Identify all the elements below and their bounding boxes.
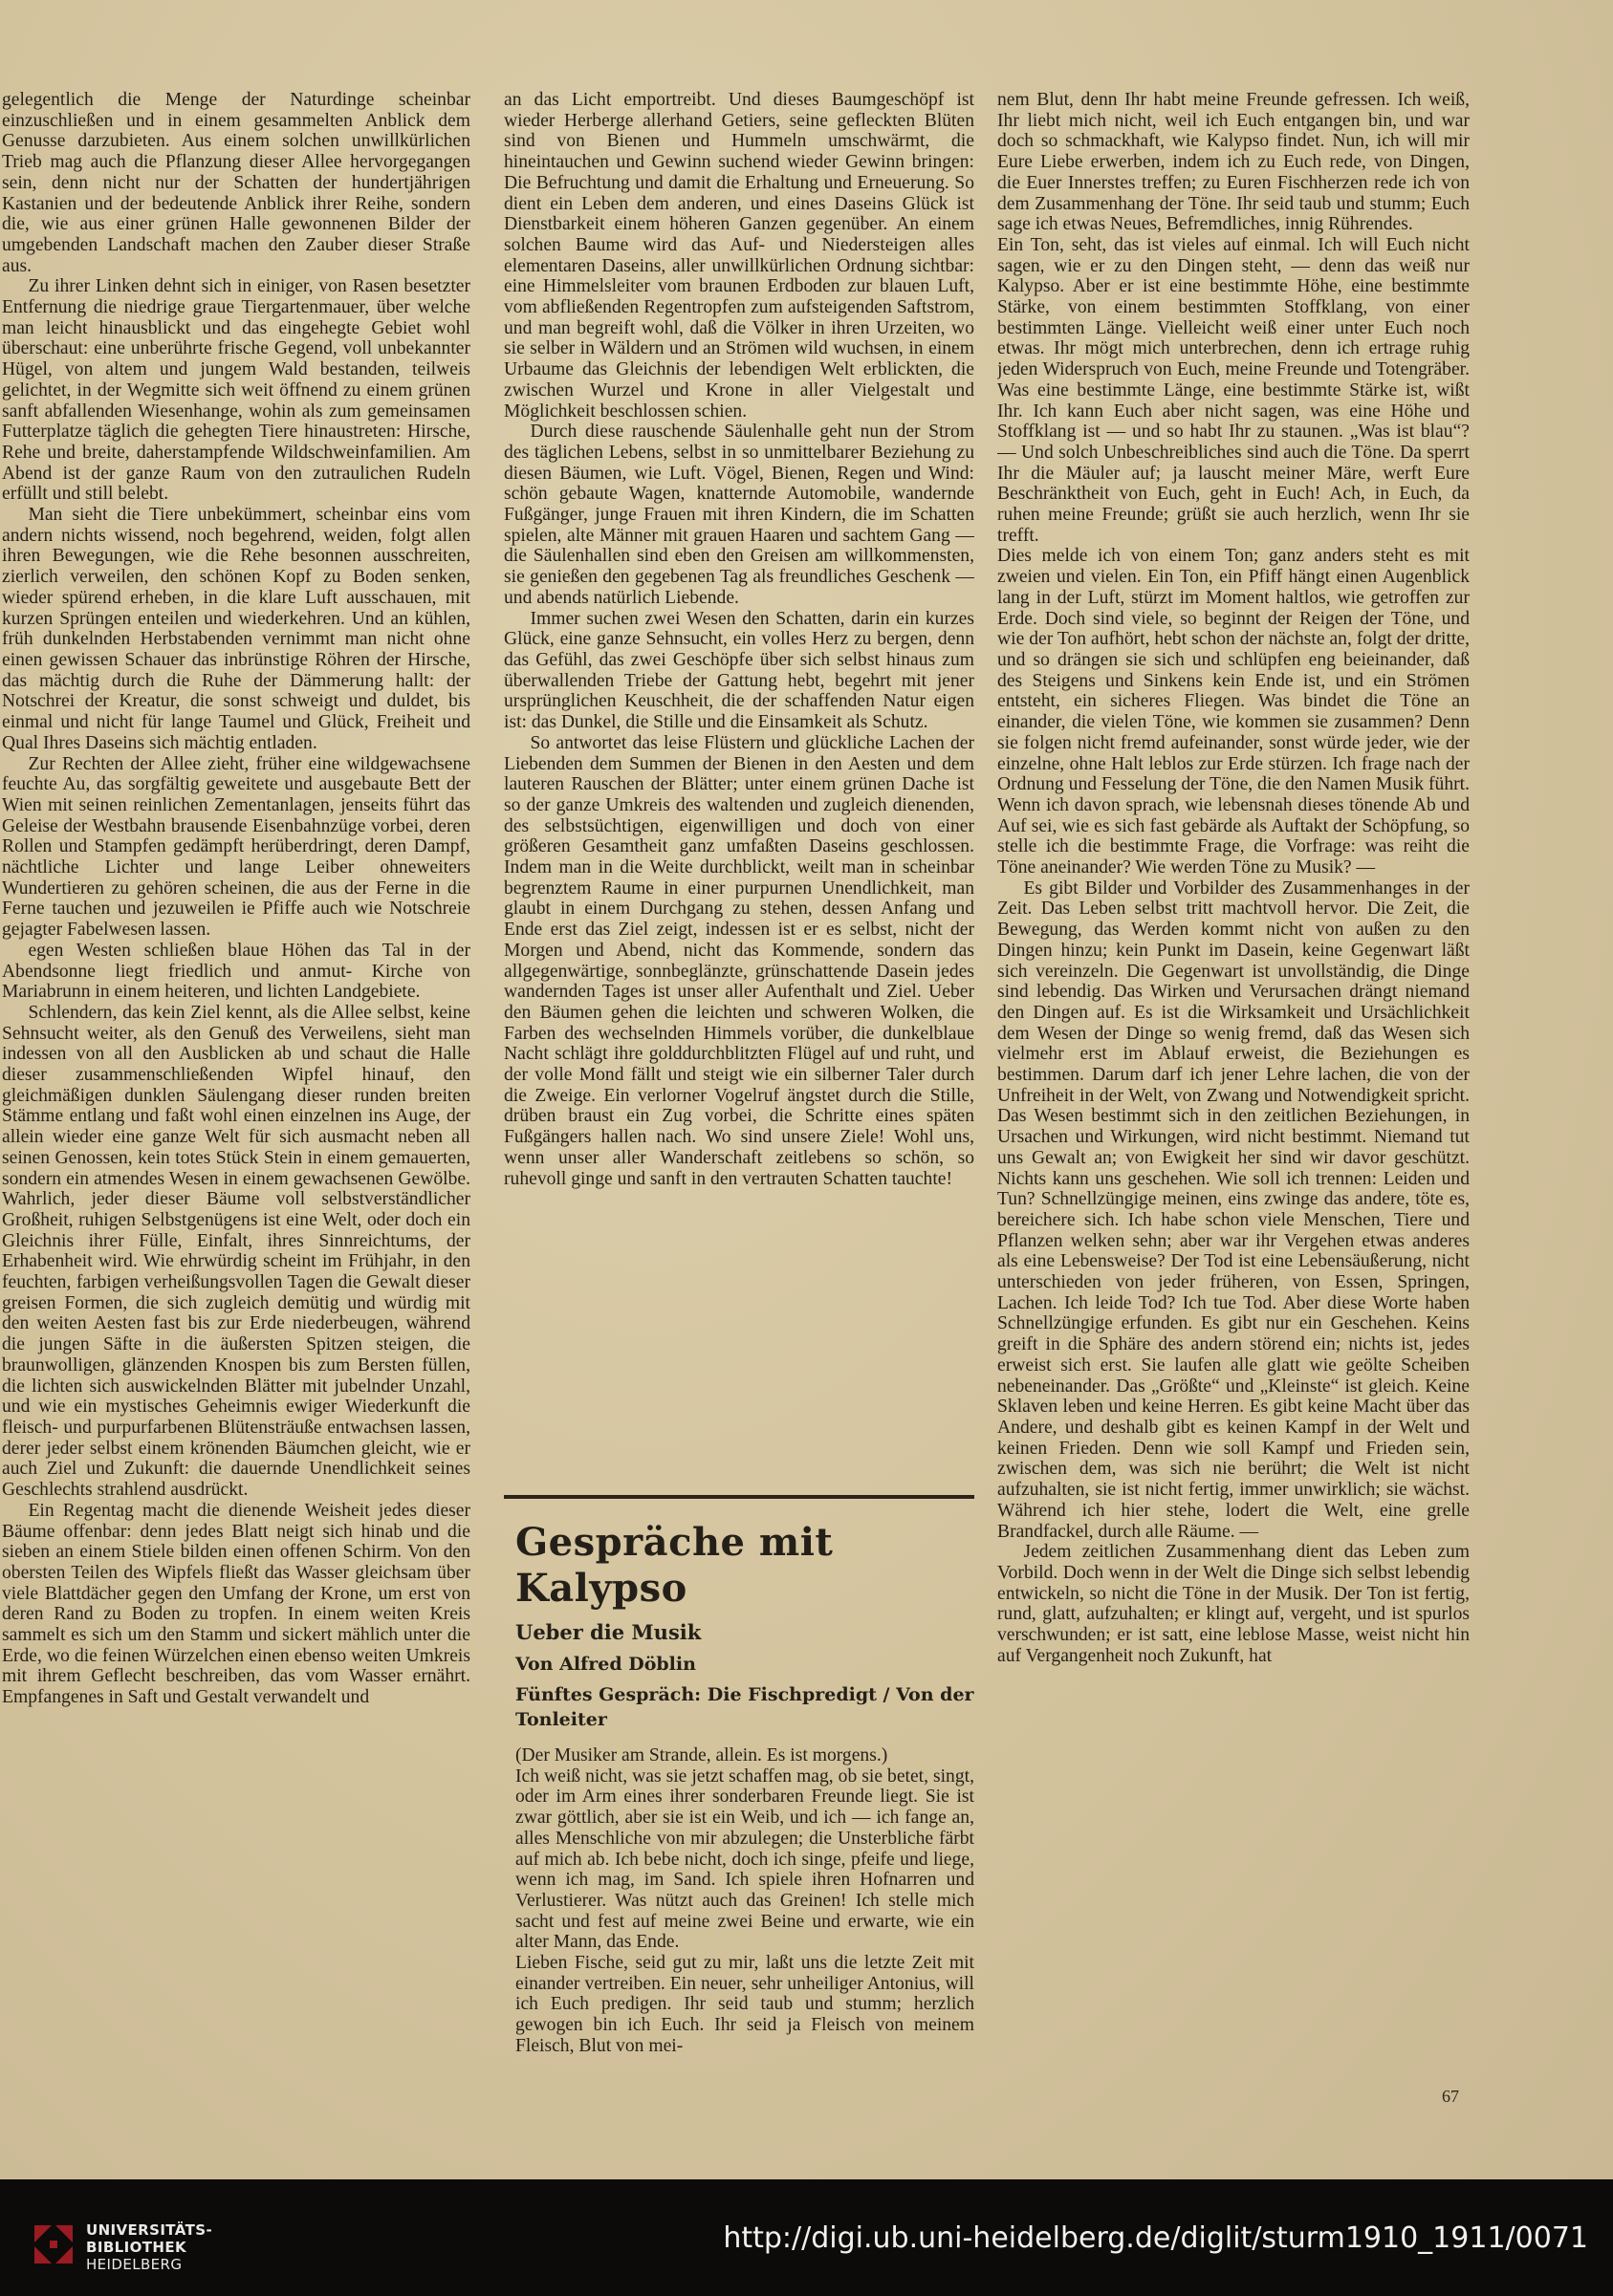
paragraph: Schlendern, das kein Ziel kennt, als die Allee selbst, keine Sehnsucht weiter, als den Genuß des Verweilens, sieht man indessen von all den Ausblicken ab und schaut die Halle dieser zusammenschließenden Wipfel hinauf, den gleichmäßigen dunklen Säulengang dieser runden breiten Stämme entlang und faßt wohl einen einzelnen ins Auge, der allein wieder eine ganze Welt für sich ausmacht neben all seinen Genossen, kein totes Stück Stein in einem gemauerten, sondern ein atmendes Wesen in einem gewachsenen Gewölbe. Wahrlich, jeder dieser Bäume voll selbstverständlicher Großheit, ruhigen Selbstgenügens ist eine Welt, oder doch ein Gleichnis ihrer Fülle, Einfalt, ihres Sinnreichtums, der Erhabenheit wird. Wie ehrwürdig scheint im Frühjahr, in den feuchten, farbigen verheißungsvollen Tagen die Gewalt dieser greisen Formen, die sich zugleich demütig und würdig mit den weiten Aesten fast bis zur Erde niederbeugen, während die jungen Säfte in die äußersten Spitzen steigen, die braunwolligen, glänzenden Knospen bis zum Bersten füllen, die lichten sich auswickelnden Blätter mit jubelnder Unzahl, und wie ein mystisches Geheimnis ewiger Wiederkunft die fleisch- und purpurfarbenen Blütensträuße entwachsen lassen, derer jeder selbst einem krönenden Bäumchen gleicht, wie er auch Ziel und Zukunft: die dauernde Unendlichkeit seines Geschlechts strahlend ausdrückt. [2,1002,470,1501]
paragraph: Dies melde ich von einem Ton; ganz anders steht es mit zweien und vielen. Ein Ton, ein Pfiff hängt einen Augenblick lang in der Luft, stürzt im Moment haltlos, wie getroffen zur Erde. Doch sind viele, so beginnt der Reigen der Töne, und wie der Ton aufhört, hebt schon der nächste an, folgt der dritte, und so drängen sie sich und schlüpfen eng beieinander, daß des Steigens und Sinkens kein Ende ist, und ein Strömen entsteht, ein sicheres Fliegen. Was bindet die Töne an einander, die vielen Töne, wie kommen sie zusammen? Denn sie folgen nicht fremd aufeinander, sonst würde jeder, wie der einzelne, ohne Halt leblos zur Erde stürzen. Ich frage nach der Ordnung und Fesselung der Töne, die den Namen Musik führt. Wenn ich davon sprach, wie lebensnah dieses tönende Ab und Auf sei, wie es sich fast gebärde als Auftakt der Schöpfung, so stelle ich die bestimmte Frage, die Vorfrage: was reiht die Töne aneinander? Wie werden Töne zu Musik? — [997,546,1470,878]
viewer-footer [0,2179,1613,2296]
article-title: Gespräche mit Kalypso [515,1520,834,1611]
permalink-url[interactable]: http://digi.ub.uni-heidelberg.de/diglit/sturm1910_1911/0071 [723,2221,1588,2255]
paragraph: Man sieht die Tiere unbekümmert, scheinbar eins vom andern nichts wissend, noch begehrend, weiden, folgt allen ihren Bewegungen, wie die Rehe besonnen ausschreiten, zierlich verweilen, den schönen Kopf zu Boden senken, wieder spürend erheben, in die klare Luft ausschauen, mit kurzen Sprüngen enteilen und wiederkehren. Und an kühlen, früh dunkelnden Herbstabenden vernimmt man nicht ohne einen gewissen Schauer das inbrünstige Röhren der Hirsche, das mächtig durch die Ruhe der Dämmerung hallt: der Notschrei der Kreatur, die sonst schweigt und duldet, bis einmal und nicht für lange Taumel und Glück, Freiheit und Qual Ihres Daseins sich mächtig entladen. [2,505,470,753]
paragraph: egen Westen schließen blaue Höhen das Tal in der Abendsonne liegt friedlich und anmut- Kirche von Mariabrunn in einem heiteren, und lichten Landgebiete. [2,940,470,1003]
paragraph: Immer suchen zwei Wesen den Schatten, darin ein kurzes Glück, eine ganze Sehnsucht, ein volles Herz zu bergen, denn das Gefühl, das zwei Geschöpfe über sich selbst hinaus zum überwallenden Triebe der Gattung hebt, begehrt mit jener ursprünglichen Keuschheit, die der schaffenden Natur eigen ist: das Dunkel, die Stille und die Einsamkeit als Schutz. [504,608,974,733]
paragraph: Ich weiß nicht, was sie jetzt schaffen mag, ob sie betet, singt, oder im Arm eines ihrer sonderbaren Freunde liegt. Sie ist zwar göttlich, aber sie ist ein Weib, und ich — ich fange an, alles Menschliche von mir abzulegen; die Unsterbliche färbt auf mich ab. Ich bebe nicht, doch ich singe, pfeife und liege, wenn ich mag, im Sand. Ich spiele ihren Hofnarren und Verlustierer. Was nützt auch das Greinen! Ich stelle mich sacht und fest auf meine zwei Beine und erwarte, wie ein alter Mann, das Ende. [515,1765,974,1953]
paragraph: gelegentlich die Menge der Naturdinge scheinbar einzuschließen und in einem gesammelten Anblick dem Genusse darzubieten. Aus einem solchen unwillkürlichen Trieb mag auch die Pflanzung dieser Allee hervorgegangen sein, denn nicht nur der Schatten der hundertjährigen Kastanien und der bedeutende Anblick ihrer Reihe, sondern die, wie aus einer grünen Halle gewonnenen Bilder der umgebenden Landschaft machen den Zauber dieser Straße aus. [2,90,470,276]
paragraph: an das Licht emportreibt. Und dieses Baumgeschöpf ist wieder Herberge allerhand Getiers, seine gefleckten Blüten sind von Bienen und Hummeln umschwärmt, die hineintauchen und Gewinn suchend wieder Gewinn bringen: Die Befruchtung und damit die Erhaltung und Erneuerung. So dient ein Leben dem anderen, und eines Daseins Glück ist Dienstbarkeit einem höheren Ganzen gegenüber. An einem solchen Baume wird das Auf- und Niedersteigen alles elementaren Daseins, aller unwillkürlichen Ordnung sichtbar: eine Himmelsleiter vom braunen Erdboden zur blauen Luft, vom abfließenden Regentropfen zum aufsteigenden Saftstrom, und man begreift wohl, daß die Völker in ihren Urzeiten, wo sie selber in Wäldern und an Strömen wild wuchsen, in einem Urbaume das Gleichnis der lebendigen Welt erblickten, die zwischen Wurzel und Krone in aller Vielgestalt und Möglichkeit beschlossen schien. [504,90,974,422]
article-section: Fünftes Gespräch: Die Fischpredigt / Von der Tonleiter [515,1684,974,1730]
library-name: UNIVERSITÄTS- BIBLIOTHEK HEIDELBERG [86,2221,213,2273]
article-body [504,1745,974,2057]
library-logo-icon [34,2225,73,2264]
paragraph: Jedem zeitlichen Zusammenhang dient das Leben zum Vorbild. Doch wenn in der Welt die Dinge sich selbst lebendig entwickeln, so nicht die Töne in der Musik. Der Ton ist fertig, rund, glatt, aufzuhalten; er klingt auf, vergeht, und ist spurlos verschwunden; er ist satt, eine leblose Masse, weist nicht hin auf Vergangenheit noch Zukunft, hat [997,1542,1470,1666]
paragraph: Zu ihrer Linken dehnt sich in einiger, von Rasen besetzter Entfernung die niedrige graue Tiergartenmauer, über welche man leicht hinausblickt und das eingehegte Gebiet wohl überschaut: eine unberührte frische Gegend, voll unbekannter Hügel, von altem und jungem Wald bestanden, teilweis gelichtet, in der Wegmitte sich weit öffnend zu einem grünen sanft abfallenden Wiesenhange, wohin als zum gemeinsamen Futterplatze täglich die gehegten Tiere hinaustreten: Hirsche, Rehe und breite, daherstampfende Wildschweinfamilien. Am Abend ist der ganze Raum von den zutraulichen Rudeln erfüllt und still belebt. [2,276,470,505]
paragraph: Ein Ton, seht, das ist vieles auf einmal. Ich will Euch nicht sagen, wie er zu den Dingen steht, — denn das weiß nur Kalypso. Aber er ist eine bestimmte Höhe, eine bestimmte Stärke, von einem bestimmten Stoffklang, von einer bestimmten Länge. Vielleicht weiß einer unter Euch noch etwas. Ihr mögt mich unterbrechen, denn ich ertrage ruhig jeden Widerspruch von Euch, meine Freunde und Totengräber. Was eine bestimmte Länge, eine bestimmte Stärke ist, wißt Ihr. Ich kann Euch aber nicht sagen, was eine Höhe und Stoffklang ist — und so habt Ihr zu staunen. „Was ist blau“? — Und solch Unbeschreibliches sind auch die Töne. Da sperrt Ihr die Mäuler auf; ja lauscht meiner Märe, werft Eure Beschränktheit von Euch, geht in Euch! Ach, in Euch, da ruhen meine Freunde; grüßt sie auch herzlich, wenn Ihr sie trefft. [997,234,1470,546]
article-author: Von Alfred Döblin [515,1654,696,1675]
article-subtitle: Ueber die Musik [515,1620,702,1644]
section-divider [504,1495,974,1499]
paragraph: Lieben Fische, seid gut zu mir, laßt uns die letzte Zeit mit einander vertreiben. Ein neuer, sehr unheiliger Antonius, will ich Euch predigen. Ihr seid taub und stumm; herzlich gewogen bin ich Euch. Ihr seid ja Fleisch von meinem Fleisch, Blut von mei- [515,1953,974,2056]
paragraph: So antwortet das leise Flüstern und glückliche Lachen der Liebenden dem Summen der Bienen in den Aesten und dem lauteren Rauschen der Blätter; unter einem grünen Dache ist so der ganze Umkreis des waltenden und zugleich dienenden, des selbstsüchtigen, eigenwilligen und doch von einer größeren Gesamtheit ganz umfaßten Daseins geschlossen. Indem man in die Weite durchblickt, weilt man in scheinbar begrenztem Raume in einer purpurnen Unendlichkeit, man glaubt in einem Durchgang zu stehen, dessen Anfang und Ende erst das Ziel zeigt, indessen ist er es selbst, nicht der Morgen und Abend, nicht das Kommende, sondern das allgegenwärtige, sonnbeglänzte, grünschattende Dasein jedes wandernden Tages ist unser aller Aufenthalt und Ziel. Ueber den Bäumen gehen die leichten und schweren Wolken, die Farben des wechselnden Himmels vorüber, die dunkelblaue Nacht schlägt ihre golddurchblitzten Flügel auf und ruht, und der volle Mond fällt und steigt wie ein silberner Taler durch die Zweige. Ein verlorner Vogelruf ängstet durch die Stille, drüben braust ein Zug vorbei, die Schritte eines späten Fußgängers hallen nach. Wo sind unsere Ziele! Wohl uns, wenn unser aller Wanderschaft zeitlebens so schön, so ruhevoll ginge und sanft in den vertrauten Schatten tauchte! [504,732,974,1189]
column-left [2,90,470,2126]
paragraph: Zur Rechten der Allee zieht, früher eine wildgewachsene feuchte Au, das sorgfältig geweitete und ausgebaute Bett der Wien mit seinen reinlichen Zementanlagen, jenseits führt das Geleise der Westbahn brausende Eisenbahnzüge vorbei, deren Rollen und Stampfen gedämpft herüberdringt, deren Dampf, nächtliche Lichter und lange Leiber ohneweiters Wundertieren zu gehören scheinen, die aus der Ferne in die Ferne tauchen und jezuweilen ie Pfiffe auch wie Notschreie gejagter Fabelwesen lassen. [2,753,470,941]
paragraph: Durch diese rauschende Säulenhalle geht nun der Strom des täglichen Lebens, selbst in so unmittelbarer Beziehung zu diesen Bäumen, wie Luft. Vögel, Bienen, Regen und Wind: schön gebaute Wagen, knatternde Automobile, wandernde Fußgänger, junge Frauen mit ihren Kindern, die im Schatten spielen, alte Männer mit grauen Haaren und sachtem Gang — die Säulenhallen sind eben den Greisen am willkommensten, sie genießen den gegebenen Tag als freundliches Geschenk — und abends natürlich Liebende. [504,422,974,608]
column-middle [504,90,974,1524]
article-kalypso [504,1520,974,2122]
paragraph: nem Blut, denn Ihr habt meine Freunde gefressen. Ich weiß, Ihr liebt mich nicht, weil ich Euch entgangen bin, und war doch so schmackhaft, wie Kalypso findet. Nun, ich will mir Eure Liebe erwerben, indem ich zu Euch rede, von Dingen, die Euer Innerstes treffen; zu Euren Fischherzen rede ich von dem Zusammenhang der Töne. Ihr seid taub und stumm; Euch sage ich etwas Neues, Befremdliches, innig Rührendes. [997,90,1470,235]
paragraph: Es gibt Bilder und Vorbilder des Zusammenhanges in der Zeit. Das Leben selbst tritt machtvoll hervor. Die Zeit, die Bewegung, das Werden kommt nicht von außen zu den Dingen hinzu; kein Punkt im Dasein, keine Gegenwart läßt sich vereinzeln. Die Gegenwart ist unvollständig, die Dinge sind lebendig. Das Wirken und Verursachen drängt niemand den Dingen auf. Es ist die Wirksamkeit und Ursächlichkeit dem Wesen der Dinge so wenig fremd, daß das Wesen sich vielmehr erst im Ablauf erweist, die Beziehungen es bestimmen. Darum darf ich jener Lehre lachen, die von der Unfreiheit in der Welt, von Zwang und Notwendigkeit spricht. Das Wesen bestimmt sich in den zeitlichen Beziehungen, in Ursachen und Wirkungen, wird nicht bestimmt. Niemand tut uns Gewalt an; von Ewigkeit her sind wir davor geschützt. Nichts kann uns geschehen. Wie soll ich trennen: Leiden und Tun? Schnellzüngige meinen, eins zwinge das andere, töte es, bereichere sich. Ich habe schon viele Menschen, Tiere und Pflanzen welken sehn; aber war ihr Vergehen etwas anderes als eine Lebensweise? Der Tod ist eine Lebensäußerung, nicht unterschieden von jeder früheren, von Essen, Springen, Lachen. Ich leide Tod? Ich tue Tod. Aber diese Worte haben Schnellzüngige erfunden. Es gibt nur ein Geschehen. Keins greift in die Sphäre des andern störend ein; nichts ist, jedes erweist sich erst. Sie laufen alle glatt wie geölte Scheiben nebeneinander. Das „Größte“ und „Kleinste“ ist gleich. Keine Sklaven leben und keine Herren. Es gibt keine Macht über das Andere, und deshalb gibt es keinen Kampf in der Welt und keinen Frieden. Denn wie soll Kampf und Frieden sein, zwischen dem, was sich nie berührt; die Welt ist nicht aufzuhalten, sie ist nicht fertig, immer unwirklich; sie wächst. Während ich hier stehe, lodert die Welt, eine grelle Brandfackel, durch alle Räume. — [997,877,1470,1542]
paragraph: Ein Regentag macht die dienende Weisheit jedes dieser Bäume offenbar: denn jedes Blatt neigt sich hinab und die sieben an einem Stiele bilden einen offenen Schirm. Von den obersten Teilen des Wipfels fließt das Wasser gleichsam über viele Blattdächer gegen den Umfang der Krone, um erst von deren Rand zu Boden zu tropfen. In einem weiten Kreis sammelt es sich um den Stamm und sickert mählich unter die Erde, wo die feinen Würzelchen einen ebenso weiten Umkreis mit ihrem Geflecht beschreiben, das vom Wasser ernährt. Empfangenes in Saft und Gestalt verwandelt und [2,1500,470,1708]
column-right [997,90,1470,2126]
page-number: 67 [1442,2087,1459,2106]
stage-direction: (Der Musiker am Strande, allein. Es ist morgens.) [515,1745,888,1765]
